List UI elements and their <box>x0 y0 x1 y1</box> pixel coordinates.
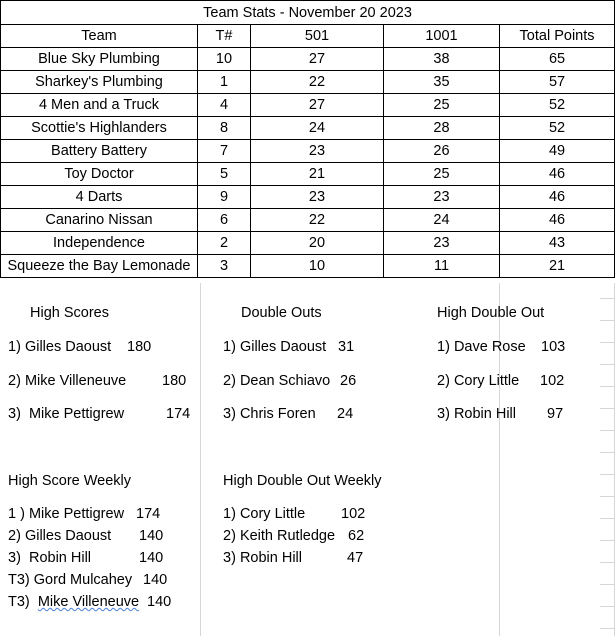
team-stats-table <box>0 0 615 278</box>
points-501: 22 <box>251 209 384 232</box>
header-team-number: T# <box>198 25 251 48</box>
team-name: Independence <box>1 232 198 255</box>
double-out-value: 26 <box>340 373 357 389</box>
team-number: 9 <box>198 186 251 209</box>
gridline-tick <box>600 320 614 321</box>
player-name: Dean Schiavo <box>239 373 331 389</box>
high-double-out-value: 97 <box>547 406 564 422</box>
high-double-out-entry <box>437 372 519 390</box>
points-501: 10 <box>251 255 384 278</box>
table-row <box>1 48 615 71</box>
team-number: 8 <box>198 117 251 140</box>
team-number: 1 <box>198 71 251 94</box>
player-name: Robin Hill <box>453 406 516 422</box>
rank: 2) <box>8 373 21 389</box>
rank: 1) <box>223 339 236 355</box>
table-row <box>1 232 615 255</box>
high-score-value: 180 <box>162 373 187 389</box>
player-name: Mike Villeneuve <box>37 594 140 610</box>
points-1001: 23 <box>384 186 500 209</box>
weekly-score-entry <box>8 505 124 523</box>
rank: 3) <box>437 406 450 422</box>
high-score-value: 180 <box>127 339 152 355</box>
team-name: 4 Men and a Truck <box>1 94 198 117</box>
team-number: 10 <box>198 48 251 71</box>
gridline-tick <box>600 364 614 365</box>
total-points: 52 <box>500 117 615 140</box>
gridline-tick <box>600 562 614 563</box>
table-row <box>1 163 615 186</box>
rank: T3) <box>8 594 30 610</box>
high-double-out-entry <box>437 338 526 356</box>
player-name: Gilles Daoust <box>24 339 112 355</box>
team-name: Toy Doctor <box>1 163 198 186</box>
total-points: 46 <box>500 163 615 186</box>
gridline-tick <box>600 496 614 497</box>
double-out-value: 24 <box>337 406 354 422</box>
points-1001: 23 <box>384 232 500 255</box>
player-name: Gord Mulcahey <box>33 572 133 588</box>
table-row <box>1 94 615 117</box>
total-points: 43 <box>500 232 615 255</box>
total-points: 65 <box>500 48 615 71</box>
points-501: 27 <box>251 48 384 71</box>
player-name: Gilles Daoust <box>24 528 112 544</box>
points-1001: 24 <box>384 209 500 232</box>
gridline <box>200 283 201 636</box>
weekly-double-out-entry <box>223 505 305 523</box>
rank: 3) <box>8 550 21 566</box>
player-name: Keith Rutledge <box>239 528 336 544</box>
gridline-tick <box>600 628 614 629</box>
rank: 1 ) <box>8 506 25 522</box>
header-1001: 1001 <box>384 25 500 48</box>
gridline-tick <box>600 408 614 409</box>
total-points: 46 <box>500 186 615 209</box>
weekly-score-entry <box>8 549 91 567</box>
player-name: Cory Little <box>239 506 306 522</box>
weekly-score-value: 140 <box>143 572 168 588</box>
points-501: 23 <box>251 186 384 209</box>
double-out-entry <box>223 372 330 390</box>
gridline <box>499 283 500 636</box>
double-out-entry <box>223 338 326 356</box>
rank: T3) <box>8 572 30 588</box>
high-double-out-value: 102 <box>540 373 565 389</box>
gridline <box>614 283 615 636</box>
rank: 3) <box>223 550 236 566</box>
weekly-score-value: 174 <box>136 506 161 522</box>
header-total-points: Total Points <box>500 25 615 48</box>
header-501: 501 <box>251 25 384 48</box>
team-number: 3 <box>198 255 251 278</box>
points-1001: 35 <box>384 71 500 94</box>
high-double-out-heading: High Double Out <box>437 305 545 321</box>
rank: 3) <box>8 406 21 422</box>
table-row <box>1 255 615 278</box>
team-name: Squeeze the Bay Lemonade <box>1 255 198 278</box>
team-number: 6 <box>198 209 251 232</box>
rank: 2) <box>223 373 236 389</box>
player-name: Robin Hill <box>28 550 92 566</box>
points-501: 27 <box>251 94 384 117</box>
weekly-double-out-entry <box>223 549 302 567</box>
weekly-score-entry <box>8 571 132 589</box>
double-outs-heading: Double Outs <box>241 305 322 321</box>
weekly-score-value: 140 <box>139 528 164 544</box>
gridline-tick <box>600 606 614 607</box>
player-name: Mike Pettigrew <box>28 506 125 522</box>
rank: 1) <box>8 339 21 355</box>
high-score-weekly-heading: High Score Weekly <box>8 473 132 489</box>
gridline-tick <box>600 452 614 453</box>
table-row <box>1 209 615 232</box>
weekly-score-entry <box>8 593 139 611</box>
points-501: 22 <box>251 71 384 94</box>
player-name: Mike Villeneuve <box>24 373 127 389</box>
high-double-out-weekly-heading: High Double Out Weekly <box>223 473 382 489</box>
high-score-value: 174 <box>166 406 191 422</box>
weekly-score-entry <box>8 527 111 545</box>
double-out-value: 31 <box>338 339 355 355</box>
gridline-tick <box>600 584 614 585</box>
team-number: 5 <box>198 163 251 186</box>
high-double-out-entry <box>437 405 516 423</box>
rank: 2) <box>8 528 21 544</box>
points-1001: 11 <box>384 255 500 278</box>
high-scores-heading: High Scores <box>30 305 109 321</box>
points-1001: 28 <box>384 117 500 140</box>
points-1001: 25 <box>384 163 500 186</box>
double-out-entry <box>223 405 316 423</box>
table-row <box>1 140 615 163</box>
high-double-out-value: 103 <box>541 339 566 355</box>
team-name: Blue Sky Plumbing <box>1 48 198 71</box>
team-name: Scottie's Highlanders <box>1 117 198 140</box>
team-name: Battery Battery <box>1 140 198 163</box>
total-points: 46 <box>500 209 615 232</box>
total-points: 49 <box>500 140 615 163</box>
table-title-row <box>1 1 615 25</box>
rank: 3) <box>223 406 236 422</box>
player-name: Robin Hill <box>239 550 302 566</box>
gridline-tick <box>600 474 614 475</box>
rank: 1) <box>223 506 236 522</box>
rank: 1) <box>437 339 450 355</box>
high-score-entry <box>8 338 111 356</box>
points-501: 20 <box>251 232 384 255</box>
points-501: 24 <box>251 117 384 140</box>
header-team: Team <box>1 25 198 48</box>
team-name: 4 Darts <box>1 186 198 209</box>
team-name: Canarino Nissan <box>1 209 198 232</box>
player-name: Cory Little <box>453 373 520 389</box>
player-name: Mike Pettigrew <box>28 406 125 422</box>
total-points: 57 <box>500 71 615 94</box>
player-name: Gilles Daoust <box>239 339 327 355</box>
gridline-tick <box>600 518 614 519</box>
player-name: Chris Foren <box>239 406 316 422</box>
table-title: Team Stats - November 20 2023 <box>1 1 615 25</box>
gridline-tick <box>600 430 614 431</box>
total-points: 52 <box>500 94 615 117</box>
weekly-score-value: 140 <box>147 594 172 610</box>
weekly-double-out-entry <box>223 527 335 545</box>
high-score-entry <box>8 372 126 390</box>
gridline-tick <box>600 386 614 387</box>
table-row <box>1 71 615 94</box>
points-1001: 26 <box>384 140 500 163</box>
table-header-row <box>1 25 615 48</box>
team-number: 4 <box>198 94 251 117</box>
team-number: 7 <box>198 140 251 163</box>
gridline-tick <box>600 540 614 541</box>
weekly-double-out-value: 47 <box>347 550 364 566</box>
rank: 2) <box>437 373 450 389</box>
gridline-tick <box>600 342 614 343</box>
gridline-tick <box>600 298 614 299</box>
high-score-entry <box>8 405 124 423</box>
weekly-double-out-value: 102 <box>341 506 366 522</box>
points-501: 23 <box>251 140 384 163</box>
table-row <box>1 117 615 140</box>
team-stats-body <box>1 1 615 278</box>
points-1001: 25 <box>384 94 500 117</box>
points-501: 21 <box>251 163 384 186</box>
table-row <box>1 186 615 209</box>
total-points: 21 <box>500 255 615 278</box>
weekly-score-value: 140 <box>139 550 164 566</box>
team-number: 2 <box>198 232 251 255</box>
rank: 2) <box>223 528 236 544</box>
weekly-double-out-value: 62 <box>348 528 365 544</box>
player-name: Dave Rose <box>453 339 526 355</box>
team-name: Sharkey's Plumbing <box>1 71 198 94</box>
points-1001: 38 <box>384 48 500 71</box>
